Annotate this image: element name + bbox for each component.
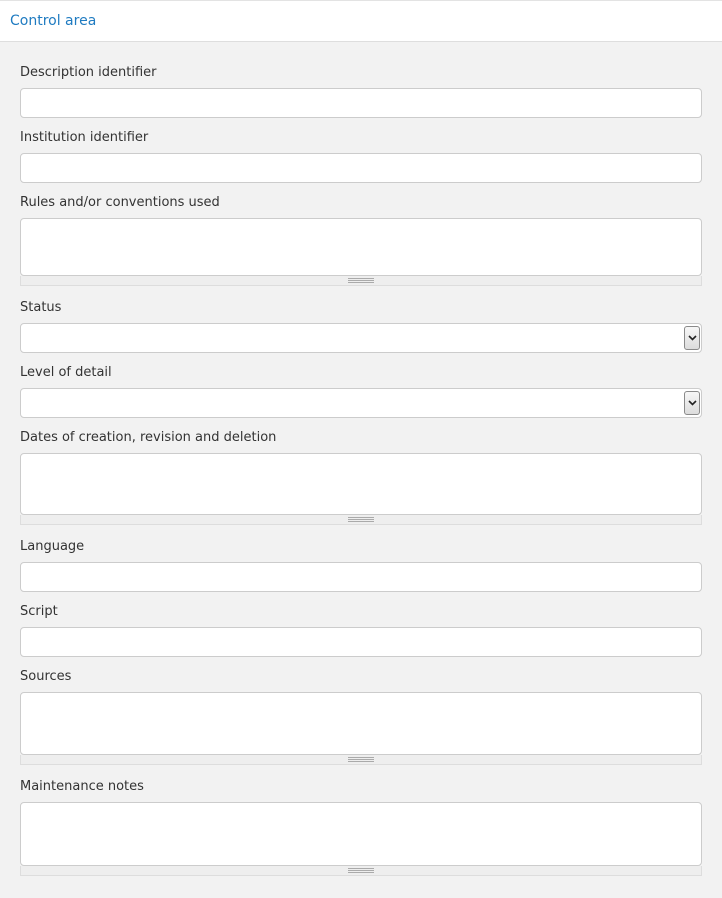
status-select[interactable] <box>20 323 702 353</box>
description-identifier-input[interactable] <box>20 88 702 118</box>
status-select-arrow[interactable] <box>684 326 700 350</box>
level-of-detail-select-arrow[interactable] <box>684 391 700 415</box>
maintenance-notes-wrap <box>20 802 702 876</box>
rules-conventions-label: Rules and/or conventions used <box>20 195 220 210</box>
institution-identifier-input[interactable] <box>20 153 702 183</box>
panel-header <box>0 1 722 42</box>
chevron-down-icon <box>688 335 697 341</box>
language-label: Language <box>20 539 85 554</box>
level-of-detail-select[interactable] <box>20 388 702 418</box>
status-label: Status <box>20 300 62 315</box>
sources-label: Sources <box>20 669 72 684</box>
field-language <box>20 538 702 592</box>
maintenance-notes-resize-handle[interactable] <box>20 866 702 876</box>
field-level-of-detail <box>20 364 702 418</box>
dates-resize-handle[interactable] <box>20 515 702 525</box>
maintenance-notes-label: Maintenance notes <box>20 779 144 794</box>
script-label: Script <box>20 604 58 619</box>
sources-wrap <box>20 692 702 765</box>
field-status <box>20 299 702 353</box>
control-area-form <box>0 64 722 876</box>
rules-conventions-textarea[interactable] <box>20 218 702 276</box>
sources-textarea[interactable] <box>20 692 702 755</box>
level-of-detail-label: Level of detail <box>20 365 112 380</box>
dates-label: Dates of creation, revision and deletion <box>20 430 277 445</box>
maintenance-notes-textarea[interactable] <box>20 802 702 866</box>
script-input[interactable] <box>20 627 702 657</box>
field-institution-identifier <box>20 129 702 183</box>
control-area-toggle[interactable]: Control area <box>10 13 97 29</box>
field-rules-conventions <box>20 194 702 286</box>
field-sources <box>20 668 702 765</box>
rules-conventions-resize-handle[interactable] <box>20 276 702 286</box>
resize-grip-icon <box>348 757 374 762</box>
field-description-identifier <box>20 64 702 118</box>
dates-textarea[interactable] <box>20 453 702 515</box>
field-script <box>20 603 702 657</box>
sources-resize-handle[interactable] <box>20 755 702 765</box>
resize-grip-icon <box>348 517 374 522</box>
field-dates <box>20 429 702 525</box>
institution-identifier-label: Institution identifier <box>20 130 149 145</box>
rules-conventions-wrap <box>20 218 702 286</box>
chevron-down-icon <box>688 400 697 406</box>
dates-wrap <box>20 453 702 525</box>
resize-grip-icon <box>348 278 374 283</box>
description-identifier-label: Description identifier <box>20 65 157 80</box>
field-maintenance-notes <box>20 778 702 876</box>
resize-grip-icon <box>348 868 374 873</box>
language-input[interactable] <box>20 562 702 592</box>
